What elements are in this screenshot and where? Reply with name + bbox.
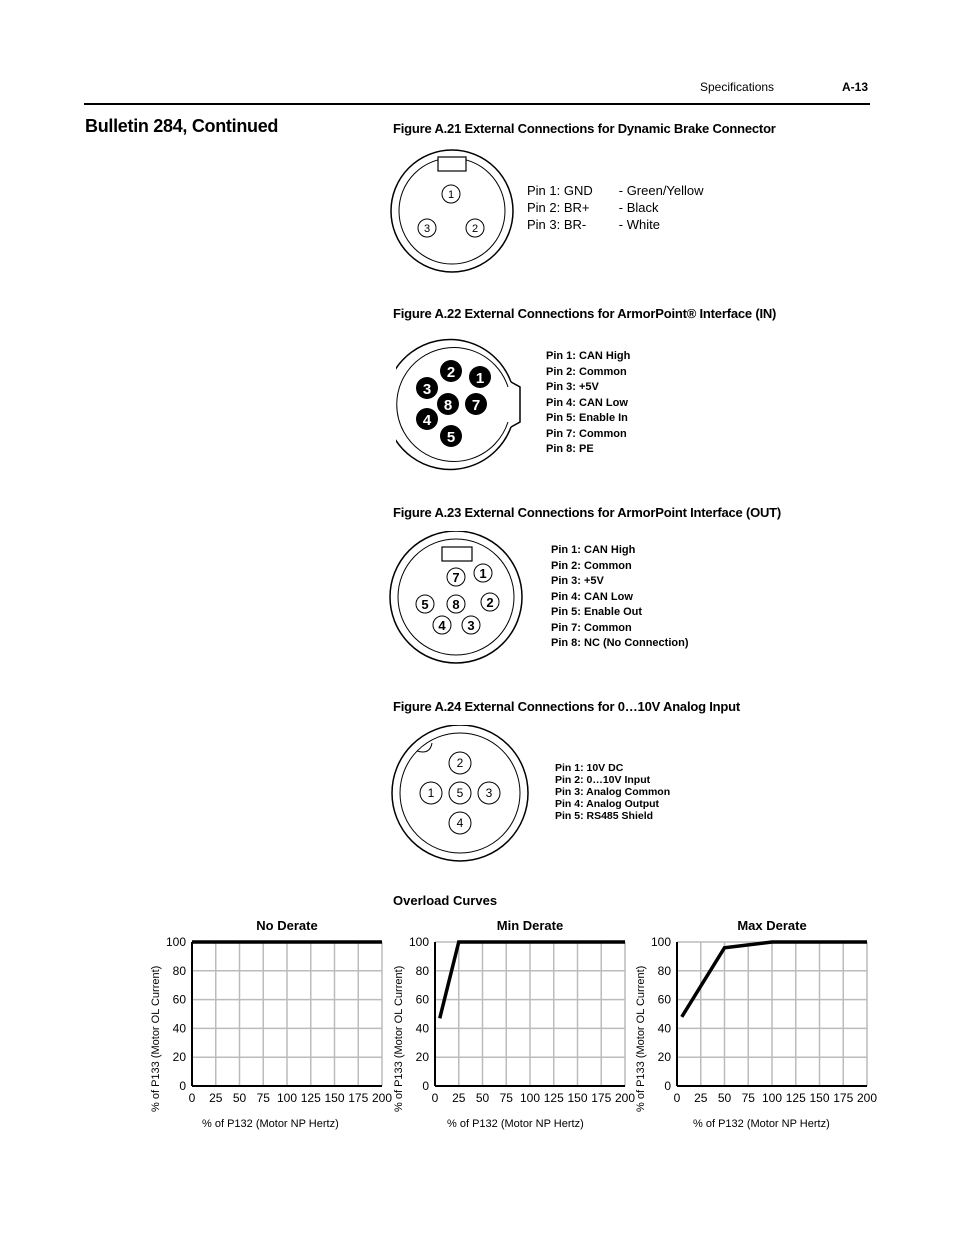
series-line xyxy=(440,942,625,1018)
armorpoint-out-connector-diagram xyxy=(388,531,528,666)
chart-title: Min Derate xyxy=(496,918,564,933)
pin-description: Pin 1: CAN High xyxy=(546,350,631,362)
x-tick-label: 25 xyxy=(452,1091,466,1105)
section-title: Bulletin 284, Continued xyxy=(85,116,279,136)
figure-a22-caption: Figure A.22 External Connections for ArmorPoint® Interface (IN) xyxy=(393,306,777,321)
x-tick-label: 50 xyxy=(232,1091,247,1105)
x-tick-label: 125 xyxy=(785,1091,806,1105)
figure-a23-pin-list xyxy=(551,543,689,652)
pin-label: 7 xyxy=(452,570,460,585)
x-tick-label: 75 xyxy=(741,1091,755,1105)
x-tick-label: 175 xyxy=(591,1091,612,1105)
figure-a22-pin-list xyxy=(546,349,630,458)
figure-a24-caption: Figure A.24 External Connections for 0…10V Analog Input xyxy=(393,699,741,714)
chart-no-derate xyxy=(150,912,400,1142)
x-tick-label: 75 xyxy=(499,1091,513,1105)
y-tick-label: 20 xyxy=(172,1050,186,1065)
chart-plot xyxy=(393,912,643,1112)
pin-label: 5 xyxy=(456,786,464,800)
pin-label: 1 xyxy=(447,189,455,201)
pin-description: Pin 3: +5V xyxy=(546,381,599,393)
y-tick-label: 60 xyxy=(172,992,186,1007)
y-tick-label: 0 xyxy=(179,1079,186,1093)
y-tick-label: 100 xyxy=(408,935,429,949)
pin-name: Pin 2: BR+ xyxy=(527,200,590,215)
pin-color: - Black xyxy=(618,200,659,215)
x-tick-label: 175 xyxy=(348,1091,369,1105)
pin-label: 1 xyxy=(479,566,487,581)
pin-description: Pin 5: Enable In xyxy=(546,412,628,424)
pin-description: Pin 5: Enable Out xyxy=(551,606,643,618)
header-section-label: Specifications xyxy=(700,80,775,94)
x-tick-label: 150 xyxy=(567,1091,588,1105)
x-tick-label: 100 xyxy=(276,1091,298,1105)
page-number: A-13 xyxy=(842,80,869,94)
y-tick-label: 60 xyxy=(415,992,429,1007)
figure-a21-caption: Figure A.21 External Connections for Dynamic Brake Connector xyxy=(393,121,776,136)
pin-color: - White xyxy=(618,217,660,232)
pin-label: 3 xyxy=(467,618,475,633)
y-tick-label: 80 xyxy=(172,963,186,978)
x-tick-label: 0 xyxy=(673,1091,681,1105)
pin-label: 5 xyxy=(421,597,429,612)
pin-description: Pin 2: 0…10V Input xyxy=(555,774,651,786)
pin-name: Pin 1: GND xyxy=(527,183,593,198)
y-axis-title: % of P133 (Motor OL Current) xyxy=(150,965,162,1112)
pin-description: Pin 4: CAN Low xyxy=(551,590,633,603)
x-tick-label: 50 xyxy=(717,1091,732,1105)
x-tick-label: 25 xyxy=(209,1091,223,1105)
y-tick-label: 80 xyxy=(415,963,429,978)
x-tick-label: 75 xyxy=(256,1091,270,1105)
pin-label: 1 xyxy=(475,370,485,387)
y-tick-label: 100 xyxy=(165,935,186,949)
chart-plot xyxy=(635,912,885,1112)
pin-description: Pin 2: Common xyxy=(551,559,632,572)
pin-label: 2 xyxy=(471,223,479,235)
figure-a24-pin-list xyxy=(555,762,670,822)
header-rule xyxy=(84,103,870,105)
x-tick-label: 150 xyxy=(324,1091,345,1105)
pin-name: Pin 3: BR- xyxy=(527,217,587,232)
y-axis-title: % of P133 (Motor OL Current) xyxy=(635,965,647,1112)
pin-row xyxy=(527,199,730,216)
pin-label: 2 xyxy=(456,756,464,770)
x-axis-title: % of P132 (Motor NP Hertz) xyxy=(202,1118,339,1130)
x-tick-label: 0 xyxy=(188,1091,196,1105)
y-tick-label: 0 xyxy=(422,1079,429,1093)
pin-description: Pin 1: CAN High xyxy=(551,544,636,556)
pin-row xyxy=(527,216,730,233)
chart-min-derate xyxy=(393,912,643,1142)
x-tick-label: 50 xyxy=(475,1091,490,1105)
pin-description: Pin 7: Common xyxy=(546,427,627,440)
x-tick-label: 200 xyxy=(856,1091,878,1105)
figure-a21-pin-table xyxy=(527,182,730,233)
armorpoint-in-connector-diagram xyxy=(396,337,526,472)
pin-description: Pin 1: 10V DC xyxy=(555,762,624,774)
y-tick-label: 100 xyxy=(650,935,671,949)
pin-description: Pin 8: PE xyxy=(546,443,594,455)
pin-description: Pin 5: RS485 Shield xyxy=(555,810,654,822)
pin-row xyxy=(527,182,730,199)
pin-label: 2 xyxy=(486,595,494,610)
pin-label: 4 xyxy=(438,618,446,633)
x-tick-label: 100 xyxy=(519,1091,541,1105)
y-tick-label: 0 xyxy=(664,1079,671,1093)
pin-label: 3 xyxy=(485,786,493,800)
y-tick-label: 40 xyxy=(415,1021,429,1036)
chart-title: Max Derate xyxy=(737,918,807,933)
x-tick-label: 150 xyxy=(809,1091,830,1105)
x-axis-title: % of P132 (Motor NP Hertz) xyxy=(693,1118,830,1130)
figure-a23-caption: Figure A.23 External Connections for ArmorPoint Interface (OUT) xyxy=(393,505,782,520)
y-tick-label: 40 xyxy=(172,1021,186,1036)
pin-label: 3 xyxy=(423,223,431,235)
y-tick-label: 60 xyxy=(657,992,671,1007)
pin-description: Pin 8: NC (No Connection) xyxy=(551,637,689,649)
pin-label: 8 xyxy=(443,397,453,414)
y-tick-label: 40 xyxy=(657,1021,671,1036)
x-tick-label: 100 xyxy=(761,1091,783,1105)
x-tick-label: 125 xyxy=(300,1091,321,1105)
y-tick-label: 20 xyxy=(415,1050,429,1065)
y-axis-title: % of P133 (Motor OL Current) xyxy=(393,965,405,1112)
pin-label: 5 xyxy=(446,429,456,446)
x-tick-label: 175 xyxy=(833,1091,854,1105)
x-axis-title: % of P132 (Motor NP Hertz) xyxy=(447,1118,584,1130)
pin-label: 4 xyxy=(456,816,464,830)
pin-description: Pin 3: Analog Common xyxy=(555,786,671,798)
y-tick-label: 80 xyxy=(657,963,671,978)
chart-plot xyxy=(150,912,400,1112)
dynamic-brake-connector-diagram xyxy=(388,149,518,274)
y-tick-label: 20 xyxy=(657,1050,671,1065)
x-tick-label: 0 xyxy=(431,1091,439,1105)
pin-label: 4 xyxy=(422,412,432,429)
series-line xyxy=(682,942,867,1017)
analog-input-connector-diagram xyxy=(390,725,530,865)
pin-description: Pin 7: Common xyxy=(551,621,632,634)
pin-description: Pin 4: CAN Low xyxy=(546,396,628,409)
pin-description: Pin 3: +5V xyxy=(551,575,604,587)
x-tick-label: 200 xyxy=(371,1091,393,1105)
chart-max-derate xyxy=(635,912,885,1142)
pin-label: 8 xyxy=(452,597,460,612)
chart-title: No Derate xyxy=(256,918,318,933)
pin-color: - Green/Yellow xyxy=(618,183,704,198)
pin-description: Pin 4: Analog Output xyxy=(555,798,660,810)
x-tick-label: 125 xyxy=(543,1091,564,1105)
pin-label: 2 xyxy=(446,364,456,381)
x-tick-label: 200 xyxy=(614,1091,636,1105)
x-tick-label: 25 xyxy=(694,1091,708,1105)
pin-label: 1 xyxy=(427,786,435,800)
pin-label: 7 xyxy=(471,397,481,414)
pin-description: Pin 2: Common xyxy=(546,365,627,378)
pin-label: 3 xyxy=(422,381,432,398)
overload-curves-title: Overload Curves xyxy=(393,893,498,908)
